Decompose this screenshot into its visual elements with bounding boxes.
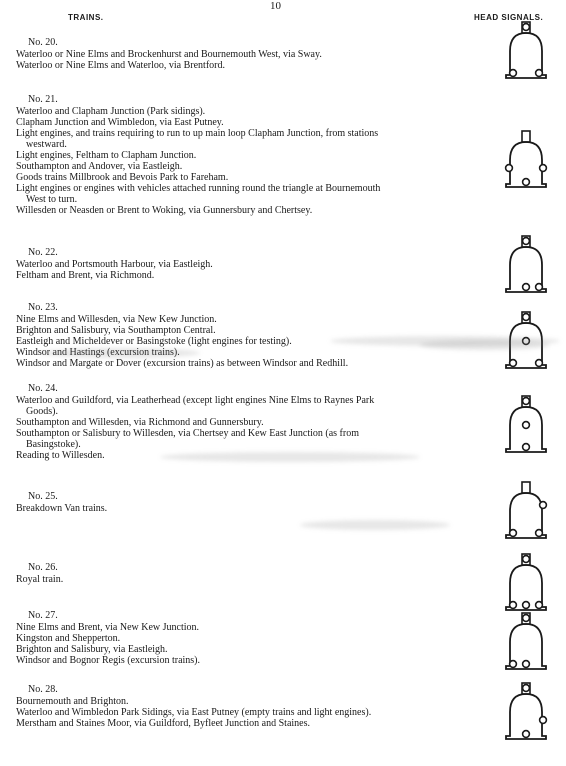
route-line: Waterloo and Portsmouth Harbour, via Eastleigh. <box>16 259 213 270</box>
route-line: Light engines, and trains requiring to run to up main loop Clapham Junction, from stations <box>16 128 379 139</box>
scan-smudge <box>160 452 420 462</box>
section-number: No. 20. <box>28 37 58 48</box>
head-signal-diagram <box>504 395 548 453</box>
locomotive-front-icon <box>504 235 548 293</box>
lamp-disc <box>536 530 543 537</box>
route-line: Eastleigh and Micheldever or Basingstoke (light engines for testing). <box>16 336 292 347</box>
lamp-disc <box>523 602 530 609</box>
page-number: 10 <box>270 0 281 12</box>
locomotive-front-icon <box>504 481 548 539</box>
lamp-disc <box>523 314 530 321</box>
route-line: Merstham and Staines Moor, via Guildford, Byfleet Junction and Staines. <box>16 718 310 729</box>
section-number: No. 22. <box>28 247 58 258</box>
locomotive-front-icon <box>504 21 548 79</box>
lamp-disc <box>510 661 517 668</box>
section-number: No. 25. <box>28 491 58 502</box>
head-signal-diagram <box>504 553 548 611</box>
section-number: No. 26. <box>28 562 58 573</box>
head-signal-diagram <box>504 612 548 670</box>
route-line: Kingston and Shepperton. <box>16 633 121 644</box>
lamp-disc <box>540 165 547 172</box>
route-line: Goods). <box>26 406 58 417</box>
route-line: Nine Elms and Brent, via New Kew Junction. <box>16 622 200 633</box>
lamp-disc <box>523 24 530 31</box>
route-line: Southampton or Salisbury to Willesden, via Chertsey and Kew East Junction (as from <box>16 428 359 439</box>
route-line: Royal train. <box>16 574 64 585</box>
scan-smudge <box>40 348 200 358</box>
lamp-disc <box>536 360 543 367</box>
lamp-disc <box>510 602 517 609</box>
section-number: No. 24. <box>28 383 58 394</box>
chimney-outline <box>522 482 530 493</box>
route-line: Nine Elms and Willesden, via New Kew Junction. <box>16 314 217 325</box>
lamp-disc <box>510 530 517 537</box>
route-line: Bournemouth and Brighton. <box>16 696 129 707</box>
route-line: Light engines, Feltham to Clapham Junction. <box>16 150 197 161</box>
scan-smudge <box>300 520 450 530</box>
lamp-disc <box>536 70 543 77</box>
route-line: westward. <box>26 139 67 150</box>
head-signal-diagram <box>504 682 548 740</box>
lamp-disc <box>523 179 530 186</box>
lamp-disc <box>523 685 530 692</box>
route-line: Clapham Junction and Wimbledon, via East Putney. <box>16 117 224 128</box>
route-line: Reading to Willesden. <box>16 450 105 461</box>
locomotive-front-icon <box>504 130 548 188</box>
lamp-disc <box>540 502 547 509</box>
route-line: Windsor and Bognor Regis (excursion trains). <box>16 655 201 666</box>
route-line: Willesden or Neasden or Brent to Woking, via Gunnersbury and Chertsey. <box>16 205 313 216</box>
route-list <box>16 106 491 216</box>
route-line: Brighton and Salisbury, via Eastleigh. <box>16 644 168 655</box>
route-line: Windsor and Margate or Dover (excursion trains) as between Windsor and Redhill. <box>16 358 349 369</box>
lamp-disc <box>523 615 530 622</box>
route-line: Waterloo or Nine Elms and Waterloo, via Brentford. <box>16 60 225 71</box>
route-line: Waterloo and Guildford, via Leatherhead (except light engines Nine Elms to Raynes Park <box>16 395 375 406</box>
lamp-disc <box>523 731 530 738</box>
route-list <box>16 574 491 585</box>
section-number: No. 23. <box>28 302 58 313</box>
section-number: No. 28. <box>28 684 58 695</box>
route-line: Southampton and Andover, via Eastleigh. <box>16 161 183 172</box>
route-line: Breakdown Van trains. <box>16 503 108 514</box>
route-list <box>16 259 491 281</box>
lamp-disc <box>523 556 530 563</box>
lamp-disc <box>523 444 530 451</box>
lamp-disc <box>536 284 543 291</box>
chimney-outline <box>522 131 530 142</box>
route-line: Basingstoke). <box>26 439 81 450</box>
locomotive-front-icon <box>504 553 548 611</box>
route-line: Brighton and Salisbury, via Southampton Central. <box>16 325 216 336</box>
lamp-disc <box>523 238 530 245</box>
lamp-disc <box>523 284 530 291</box>
route-list <box>16 49 491 71</box>
route-line: Waterloo or Nine Elms and Brockenhurst and Bournemouth West, via Sway. <box>16 49 322 60</box>
trains-heading: TRAINS. <box>68 13 104 22</box>
head-signal-diagram <box>504 130 548 188</box>
route-line: Feltham and Brent, via Richmond. <box>16 270 155 281</box>
route-line: Southampton and Willesden, via Richmond and Gunnersbury. <box>16 417 264 428</box>
lamp-disc <box>510 360 517 367</box>
route-line: Waterloo and Wimbledon Park Sidings, via East Putney (empty trains and light engines). <box>16 707 372 718</box>
route-line: West to turn. <box>26 194 78 205</box>
route-list <box>16 696 491 729</box>
lamp-disc <box>523 661 530 668</box>
route-line: Goods trains Millbrook and Bevois Park to Fareham. <box>16 172 229 183</box>
locomotive-front-icon <box>504 395 548 453</box>
locomotive-front-icon <box>504 612 548 670</box>
route-line: Windsor and Hastings (excursion trains). <box>16 347 180 358</box>
head-signals-heading: HEAD SIGNALS. <box>474 13 544 22</box>
route-list <box>16 622 491 666</box>
head-signal-diagram <box>504 235 548 293</box>
lamp-disc <box>540 717 547 724</box>
route-list <box>16 503 491 514</box>
lamp-disc <box>523 422 530 429</box>
lamp-disc <box>523 398 530 405</box>
head-signal-diagram <box>504 481 548 539</box>
route-line: Waterloo and Clapham Junction (Park sidings). <box>16 106 206 117</box>
head-signal-diagram <box>504 21 548 79</box>
scan-smudge <box>420 340 550 350</box>
lamp-disc <box>536 602 543 609</box>
section-number: No. 27. <box>28 610 58 621</box>
route-line: Light engines or engines with vehicles attached running round the triangle at Bournemouth <box>16 183 381 194</box>
locomotive-front-icon <box>504 682 548 740</box>
lamp-disc <box>510 70 517 77</box>
lamp-disc <box>506 165 513 172</box>
section-number: No. 21. <box>28 94 58 105</box>
route-list <box>16 395 491 461</box>
